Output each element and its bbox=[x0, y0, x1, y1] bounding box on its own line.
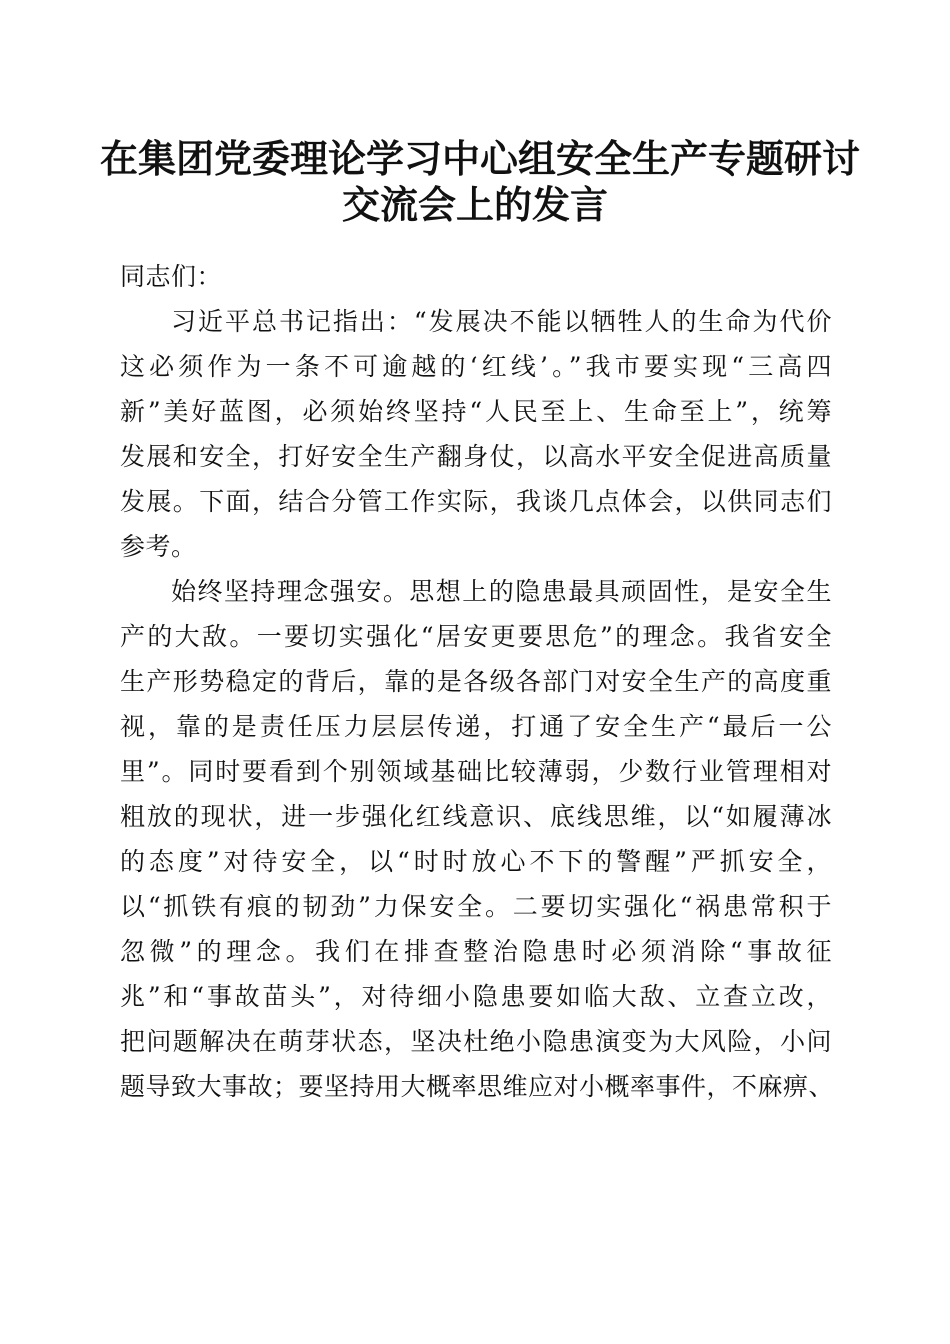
paragraph-line: 题导致大事故；要坚持用大概率思维应对小概率事件，不麻痹、 bbox=[120, 1072, 835, 1101]
paragraph-line: 始终坚持理念强安。思想上的隐患最具顽固性，是安全生 bbox=[171, 577, 832, 606]
paragraph-line: 这必须作为一条不可逾越的‘红线’。”我市要实现“三高四 bbox=[120, 352, 832, 381]
paragraph-line: 的态度”对待安全，以“时时放心不下的警醒”严抓安全， bbox=[120, 847, 832, 876]
paragraph-line: 发展。下面，结合分管工作实际，我谈几点体会，以供同志们 bbox=[120, 487, 832, 516]
salutation: 同志们： bbox=[120, 262, 223, 291]
paragraph-line: 以“抓铁有痕的韧劲”力保安全。二要切实强化“祸患常积于 bbox=[120, 892, 832, 921]
document-body bbox=[120, 254, 835, 1109]
paragraph-1 bbox=[120, 299, 832, 569]
paragraph-line: 把问题解决在萌芽状态，坚决杜绝小隐患演变为大风险，小问 bbox=[120, 1027, 832, 1056]
paragraph-line: 兆”和“事故苗头”，对待细小隐患要如临大敌、立查立改， bbox=[120, 982, 832, 1011]
paragraph-line: 忽微”的理念。我们在排查整治隐患时必须消除“事故征 bbox=[120, 937, 832, 966]
paragraph-line: 里”。同时要看到个别领域基础比较薄弱，少数行业管理相对 bbox=[120, 757, 832, 786]
paragraph-line: 新”美好蓝图，必须始终坚持“人民至上、生命至上”，统筹 bbox=[120, 397, 832, 426]
paragraph-line: 参考。 bbox=[120, 532, 197, 561]
document-title-line-1: 在集团党委理论学习中心组安全生产专题研讨 bbox=[100, 136, 861, 181]
paragraph-line: 粗放的现状，进一步强化红线意识、底线思维，以“如履薄冰 bbox=[120, 802, 832, 831]
paragraph-line: 产的大敌。一要切实强化“居安更要思危”的理念。我省安全 bbox=[120, 622, 832, 651]
document-title-line-2: 交流会上的发言 bbox=[341, 182, 608, 227]
paragraph-line: 视，靠的是责任压力层层传递，打通了安全生产“最后一公 bbox=[120, 712, 832, 741]
paragraph-line: 习近平总书记指出：“发展决不能以牺牲人的生命为代价 bbox=[171, 307, 832, 336]
paragraph-line: 发展和安全，打好安全生产翻身仗，以高水平安全促进高质量 bbox=[120, 442, 832, 471]
paragraph-2 bbox=[120, 569, 835, 1109]
paragraph-line: 生产形势稳定的背后，靠的是各级各部门对安全生产的高度重 bbox=[120, 667, 832, 696]
